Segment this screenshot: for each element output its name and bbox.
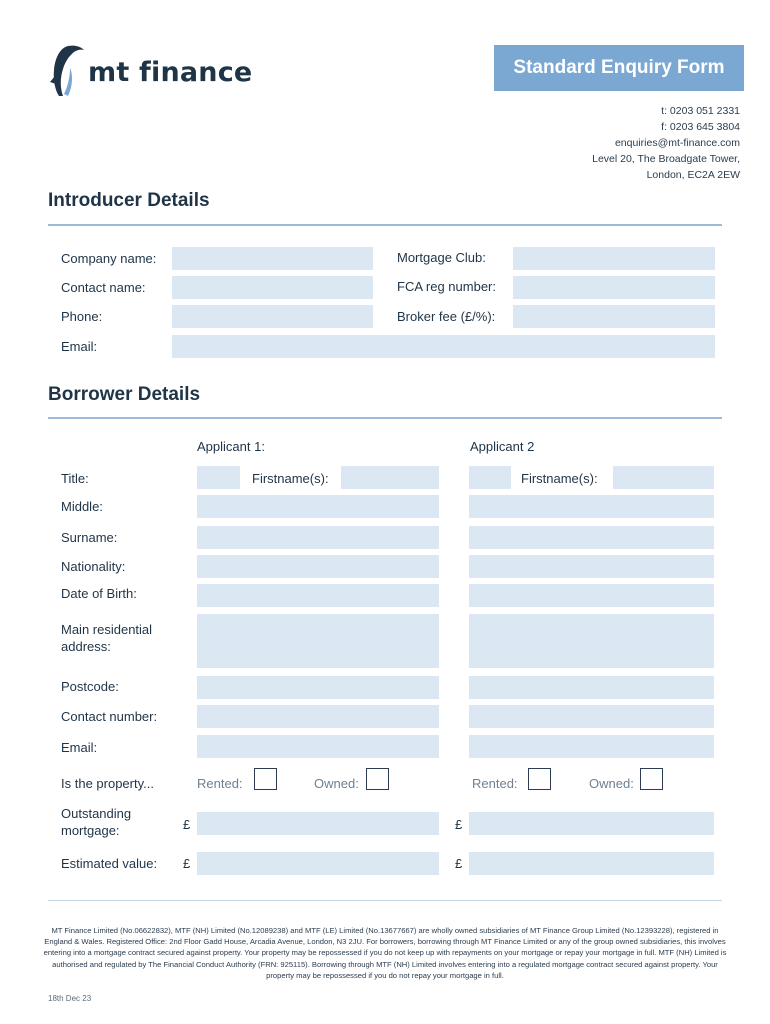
applicant1-rented-checkbox[interactable] (254, 768, 277, 790)
company-name-field[interactable] (172, 247, 373, 270)
applicant1-title-field[interactable] (197, 466, 240, 489)
applicant2-middle-field[interactable] (469, 495, 714, 518)
applicant1-nationality-field[interactable] (197, 555, 439, 578)
applicant2-email-field[interactable] (469, 735, 714, 758)
applicant2-surname-field[interactable] (469, 526, 714, 549)
applicant1-estimated-field[interactable] (197, 852, 439, 875)
footer-rule (48, 900, 722, 901)
legal-footer: MT Finance Limited (No.06622832), MTF (NH) Limited (No.12089238) and MTF (LE) Limited (No.13677667) are wholly owned subsidiaries of MT Finance Group Limited (No.12393228), registered in England & Wales. Registered Office: 2nd Floor Gadd House, Arcadia Avenue, London, N3 2JU. For borrowers, borrowing through MT Finance Limited or any of the group owned subsidiaries, this involves entering into a mortgage contract secured against property. Your property may be repossessed if you do not keep up with repayments on your mortgage or repay your mortgage in full. MTF (NH) Limited is authorised and regulated by The Financial Conduct Authority (FRN: 925115). Borrowing through MTF (NH) Limited involves entering into a regulated mortgage contract secured against property. Your property may be repossessed if you do not repay your mortgage in full. (43, 926, 727, 980)
borrower-email-label: Email: (61, 740, 98, 755)
applicant1-header: Applicant 1: (197, 439, 265, 454)
contact-address-line2: London, EC2A 2EW (646, 169, 740, 181)
postcode-label: Postcode: (61, 679, 119, 694)
applicant2-rented-label: Rented: (472, 776, 518, 791)
applicant2-rented-checkbox[interactable] (528, 768, 551, 790)
contact-email: enquiries@mt-finance.com (614, 137, 740, 149)
applicant1-estimated-currency: £ (183, 856, 191, 871)
fca-reg-label: FCA reg number: (397, 279, 496, 294)
applicant1-dob-field[interactable] (197, 584, 439, 607)
applicant1-address-field[interactable] (197, 614, 439, 668)
applicant2-header: Applicant 2 (470, 439, 535, 454)
applicant2-postcode-field[interactable] (469, 676, 714, 699)
applicant2-address-field[interactable] (469, 614, 714, 668)
applicant2-dob-field[interactable] (469, 584, 714, 607)
applicant2-firstnames-field[interactable] (613, 466, 714, 489)
applicant2-estimated-field[interactable] (469, 852, 714, 875)
applicant2-firstnames-label: Firstname(s): (521, 471, 598, 486)
contact-fax: f: 0203 645 3804 (661, 121, 740, 133)
applicant1-contact-number-field[interactable] (197, 705, 439, 728)
applicant1-owned-label: Owned: (314, 776, 359, 791)
form-title: Standard Enquiry Form (513, 57, 725, 78)
introducer-rule (48, 224, 722, 226)
applicant1-outstanding-field[interactable] (197, 812, 439, 835)
applicant2-title-field[interactable] (469, 466, 511, 489)
surname-label: Surname: (61, 530, 118, 545)
contact-address-line1: Level 20, The Broadgate Tower, (592, 153, 740, 165)
phone-label: Phone: (61, 309, 103, 324)
mortgage-club-field[interactable] (513, 247, 715, 270)
nationality-label: Nationality: (61, 559, 126, 574)
applicant1-owned-checkbox[interactable] (366, 768, 389, 790)
document-date: 18th Dec 23 (48, 994, 92, 1003)
contact-name-label: Contact name: (61, 280, 146, 295)
applicant1-postcode-field[interactable] (197, 676, 439, 699)
outstanding-mortgage-label: Outstanding mortgage: (61, 806, 132, 838)
applicant1-rented-label: Rented: (197, 776, 243, 791)
applicant1-firstnames-label: Firstname(s): (252, 471, 329, 486)
fca-reg-field[interactable] (513, 276, 715, 299)
applicant1-email-field[interactable] (197, 735, 439, 758)
applicant2-nationality-field[interactable] (469, 555, 714, 578)
dob-label: Date of Birth: (61, 586, 137, 601)
borrower-rule (48, 417, 722, 419)
applicant1-surname-field[interactable] (197, 526, 439, 549)
applicant1-outstanding-currency: £ (183, 817, 191, 832)
applicant2-contact-number-field[interactable] (469, 705, 714, 728)
applicant2-outstanding-field[interactable] (469, 812, 714, 835)
broker-fee-label: Broker fee (£/%): (397, 309, 496, 324)
property-label: Is the property... (61, 776, 154, 791)
contact-phone: t: 0203 051 2331 (661, 105, 740, 117)
company-name-label: Company name: (61, 251, 157, 266)
penguin-icon (46, 42, 86, 98)
address-label: Main residential address: (61, 622, 153, 654)
brand-name: mt finance (88, 57, 253, 88)
estimated-value-label: Estimated value: (61, 856, 158, 871)
form-title-banner (494, 45, 744, 91)
applicant1-middle-field[interactable] (197, 495, 439, 518)
contact-block (592, 103, 740, 183)
applicant2-outstanding-currency: £ (455, 817, 463, 832)
introducer-email-label: Email: (61, 339, 98, 354)
applicant2-owned-checkbox[interactable] (640, 768, 663, 790)
middle-label: Middle: (61, 499, 103, 514)
applicant2-estimated-currency: £ (455, 856, 463, 871)
borrower-heading: Borrower Details (48, 384, 201, 405)
applicant2-owned-label: Owned: (589, 776, 634, 791)
contact-number-label: Contact number: (61, 709, 158, 724)
mortgage-club-label: Mortgage Club: (397, 250, 486, 265)
brand-logo (46, 42, 252, 98)
broker-fee-field[interactable] (513, 305, 715, 328)
contact-name-field[interactable] (172, 276, 373, 299)
title-label: Title: (61, 471, 89, 486)
phone-field[interactable] (172, 305, 373, 328)
introducer-email-field[interactable] (172, 335, 715, 358)
introducer-heading: Introducer Details (48, 190, 210, 211)
applicant1-firstnames-field[interactable] (341, 466, 439, 489)
